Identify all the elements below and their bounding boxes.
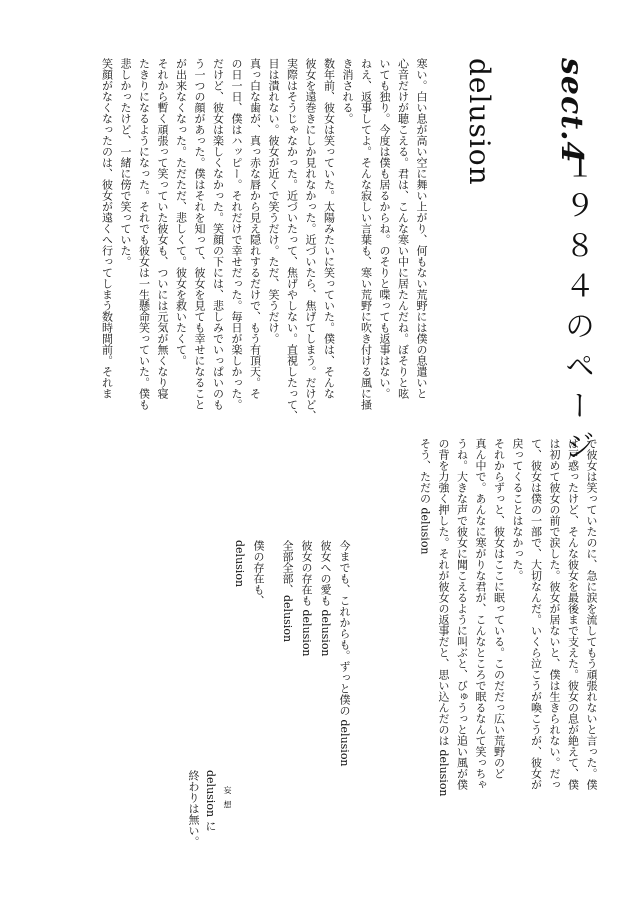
prose-line: き消される。	[341, 58, 354, 124]
prose-line: たきりになるようになった。それでも彼女は一生懸命笑っていた。僕も	[137, 58, 151, 410]
poem-line: 全部全部、delusion	[281, 540, 294, 643]
prose-line: ねえ、返事してよ。そんな寂しい言葉も、寒い荒野に吹き付ける風に掻	[359, 58, 373, 410]
prose-line: 実際はそうじゃなかった。近づいたって、焦げやしない。直視したって、	[285, 58, 299, 421]
prose-line: 目は潰れない。彼女が近くで笑うだけ。ただ、笑うだけ。	[267, 58, 280, 344]
prose-line: 戻ってくることはなかった。	[511, 438, 524, 581]
poem-block	[230, 540, 354, 767]
prose-line: いても独り。今度は僕も居るからね。のそりと喋っても返事はない。	[378, 58, 391, 399]
prose-line: だけど、彼女は楽しくなかった。笑顔の下には、悲しみでいっぱいのも	[211, 58, 225, 410]
page-subtitle: delusion	[463, 58, 496, 186]
prose-line: それから暫く頑張って笑っていた彼女も、ついには元気が無くなり寝	[156, 58, 169, 399]
prose-line: 悲しかったけど、一緒に傍で笑っていた。	[119, 58, 132, 267]
prose-line: 彼女を遠巻きにしか見れなかった。近づいたら、焦げてしまう。だけど、	[304, 58, 317, 421]
prose-line: 真っ白な歯が、真っ赤な唇から見え隠れするだけで、もう有頂天。そ	[248, 58, 262, 399]
poem-line: 今までも、これからも。ずっと僕の delusion	[338, 540, 351, 767]
prose-line: の背を力強く押した。それが彼女の返事だと、思い込んだのは delusion	[437, 438, 450, 797]
prose-line: 数年前、彼女は笑っていた。太陽みたいに笑っていた。僕は、そんな	[322, 58, 336, 399]
prose-line: て、彼女は僕の一部で、大切なんだ。いくら泣こうが喚こうが、彼女が	[529, 438, 543, 790]
prose-line: それからずっと、彼女はここに眠っている。このだだっ広い荒野のど	[492, 438, 506, 779]
poem-line: 彼女への愛も delusion	[319, 540, 332, 657]
prose-line: そう、ただの delusion	[418, 438, 432, 555]
prose-line: は初めて彼女の前で涙した。彼女が居ないと、僕は生きられない。だっ	[548, 438, 561, 790]
ending-line: 終わりは無い。	[187, 770, 200, 847]
poem-line: delusion	[233, 540, 246, 588]
prose-line: 心音だけが聴こえる。君は、こんな寒い中に居たんだね。ぼそりと呟	[396, 58, 410, 399]
prose-block-top	[97, 58, 430, 421]
prose-line: 笑顔がなくなったのは、彼女が遠くへ行ってしまう数時間前。それま	[100, 58, 114, 399]
ending-ruby: 妄 想	[223, 786, 232, 811]
poem-line: 僕の存在も、	[252, 540, 265, 606]
poem-line: 彼女の存在も delusion	[300, 540, 313, 657]
ending-block	[185, 770, 236, 847]
prose-line: 真ん中で。あんなに寒がりな君が、こんなところで眠るなんて笑っちゃ	[474, 438, 487, 790]
prose-line: で彼女は笑っていたのに、急に涙を流してもう頑張れないと言った。僕	[585, 438, 598, 790]
prose-line: の日一日、僕はハッピー。それだけで幸せだった。毎日が楽しかった。	[230, 58, 243, 410]
prose-block-bottom	[415, 438, 600, 858]
prose-line: うね。大きな声で彼女に聞こえるように叫ぶと、びゅうっと追い風が僕	[455, 438, 469, 790]
page-title: １９８４のページ	[559, 150, 594, 470]
ending-line: delusion に	[204, 770, 217, 832]
prose-line: が出来なくなった。ただただ、悲しくて。彼女を救いたくて。	[174, 58, 188, 366]
prose-line: は戸惑ったけど、そんな彼女を最後まで支えた。彼女の息が絶えて、僕	[566, 438, 580, 790]
prose-line: 寒い。白い息が高い空に舞い上がり、何もない荒野には僕の息遣いと	[415, 58, 428, 399]
section-label: sect.4	[554, 58, 589, 164]
prose-line: う一つの顔があった。僕はそれを知って、彼女を見ても幸せになること	[193, 58, 206, 410]
